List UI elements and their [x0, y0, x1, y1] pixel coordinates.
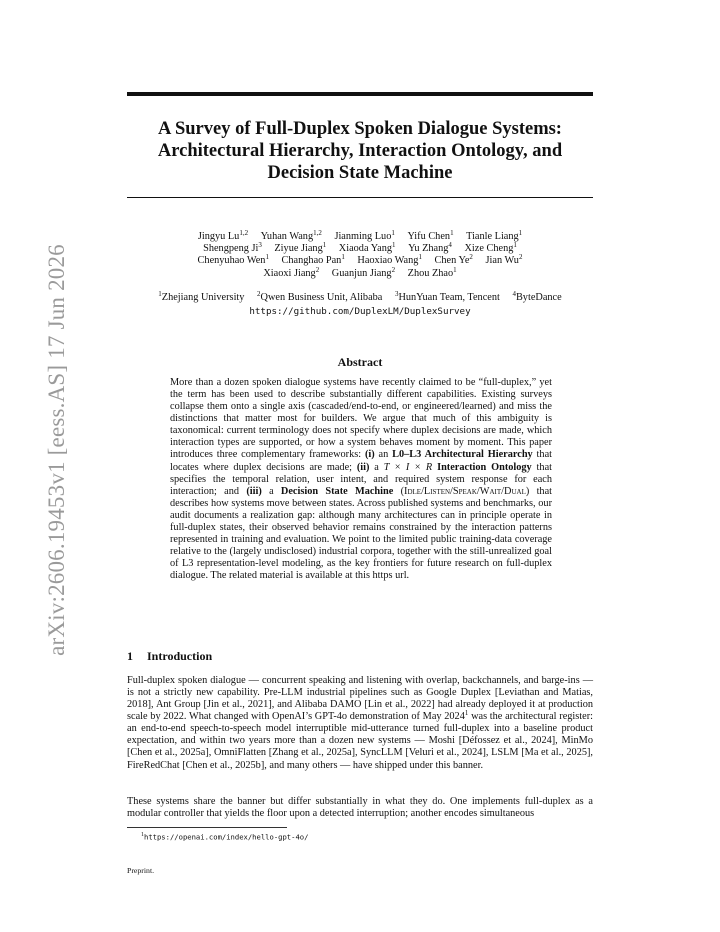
- author-name: Changhao Pan$^1$: [281, 253, 345, 267]
- author-name: Xiaoda Yang$^1$: [338, 241, 396, 255]
- affiliation: $^2$Qwen Business Unit, Alibaba: [257, 290, 383, 303]
- author-line: [100, 231, 620, 243]
- author-name: Zhou Zhao$^1$: [407, 265, 457, 279]
- author-line: [100, 243, 620, 255]
- author-name: Guanjun Jiang$^2$: [331, 265, 396, 279]
- title-top-rule: [127, 92, 593, 96]
- author-line: [100, 265, 620, 280]
- author-name: Xiaoxi Jiang$^2$: [263, 265, 320, 279]
- footnote-rule: [127, 827, 287, 828]
- title-line: Decision State Machine: [267, 163, 453, 183]
- author-name: Shengpeng Ji$^3$: [203, 241, 262, 255]
- author-name: Yifu Chen$^1$: [407, 229, 454, 242]
- repository-link[interactable]: https://github.com/DuplexLM/DuplexSurvey: [249, 306, 471, 317]
- author-name: Yuhan Wang$^{1,2}$: [260, 229, 322, 242]
- preprint-label: Preprint.: [127, 866, 155, 875]
- footnote[interactable]: $^1$https://openai.com/index/hello-gpt-4o/: [141, 832, 309, 842]
- author-name: Jianming Luo$^1$: [334, 229, 395, 242]
- author-line: [100, 255, 620, 267]
- author-name: Jian Wu$^2$: [485, 253, 523, 267]
- affiliation-list: [100, 292, 620, 304]
- abstract-body: More than a dozen spoken dialogue systems have recently claimed to be “full-duplex,” yet the term has been used to describe substantially different capabilities. Existing surveys collapse them onto a single axis (cascaded/end-to-end, or engineered/learned) and miss the distinctions that matter most for builders. We argue that much of this ambiguity is taxonomical: current terminology does not specify where duplex decisions are made, which interaction types are supported, or how a system behaves moment by moment. This paper introduces three complementary frameworks: (i) an L0–L3 Architectural Hierarchy that locates where duplex decisions are made; (ii) a T × I × R Interaction Ontology that specifies the temporal relation, user intent, and required system response for each interaction; and (iii) a Decision State Machine (Idle/Listen/Speak/Wait/Dual) that describes how systems move between states. Across published systems and benchmarks, our audit documents a realization gap: although many architectures can in principle operate in full-duplex states, their observed behavior remains constrained by the interaction patterns represented in training and evaluation. We point to the limited public training-data coverage relative to the (largely undisclosed) industrial corpora, together with the still-unrealized goal of L3 representation-level modeling, as the key frontiers for future research on full-duplex dialogue. The related material is available at this https url.: [170, 377, 553, 582]
- author-name: Haoxiao Wang$^1$: [357, 253, 422, 267]
- affiliation: $^1$Zhejiang University: [158, 290, 245, 303]
- title-bottom-rule: [127, 197, 593, 198]
- section-heading: 1 Introduction: [127, 649, 213, 663]
- paper-title: [127, 118, 593, 184]
- author-name: Tianle Liang$^1$: [466, 229, 523, 242]
- intro-paragraph: Full-duplex spoken dialogue — concurrent speaking and listening with overlap, backchannels, and barge-ins — is not a strictly new capability. Pre-LLM industrial pipelines such as Google Duplex [Leviathan and Matias, 2018], Ant Group [Jin et al., 2021], and Alibaba DAMO [Lin et al., 2022] had already deployed it at production scale by 2022. What changed with OpenAI’s GPT-4o demonstration of May 2024$^1$ was the architectural register: an end-to-end speech-to-speech model interruptible mid-utterance turned full-duplex into a baseline product expectation, and within two years more than a dozen new systems — Moshi [Défossez et al., 2024], MinMo [Chen et al., 2025a], OmniFlatten [Zhang et al., 2025a], SyncLLM [Veluri et al., 2024], LSLM [Ma et al., 2025], FireRedChat [Chen et al., 2025b], and many others — have shipped under this banner.: [127, 675, 593, 771]
- author-name: Xize Cheng$^1$: [464, 241, 517, 255]
- intro-paragraph: These systems share the banner but differ substantially in what they do. One implements full-duplex as a modular controller that yields the floor upon a detected interruption; another encodes simultaneous: [127, 796, 593, 820]
- author-name: Jingyu Lu$^{1,2}$: [197, 229, 249, 242]
- title-line: Architectural Hierarchy, Interaction Ontology, and: [157, 141, 563, 161]
- abstract-heading: Abstract: [337, 355, 383, 369]
- author-name: Chenyuhao Wen$^1$: [197, 253, 269, 267]
- affiliation: $^3$HunYuan Team, Tencent: [394, 290, 500, 303]
- affiliation: $^4$ByteDance: [512, 290, 562, 303]
- author-name: Yu Zhang$^4$: [408, 241, 452, 255]
- author-list: [100, 231, 620, 280]
- author-name: Ziyue Jiang$^1$: [274, 241, 327, 255]
- author-name: Chen Ye$^2$: [434, 253, 473, 267]
- arxiv-identifier-stamp: arXiv:2606.19453v1 [eess.AS] 17 Jun 2026: [44, 244, 69, 656]
- title-line: A Survey of Full-Duplex Spoken Dialogue Systems:: [158, 119, 562, 139]
